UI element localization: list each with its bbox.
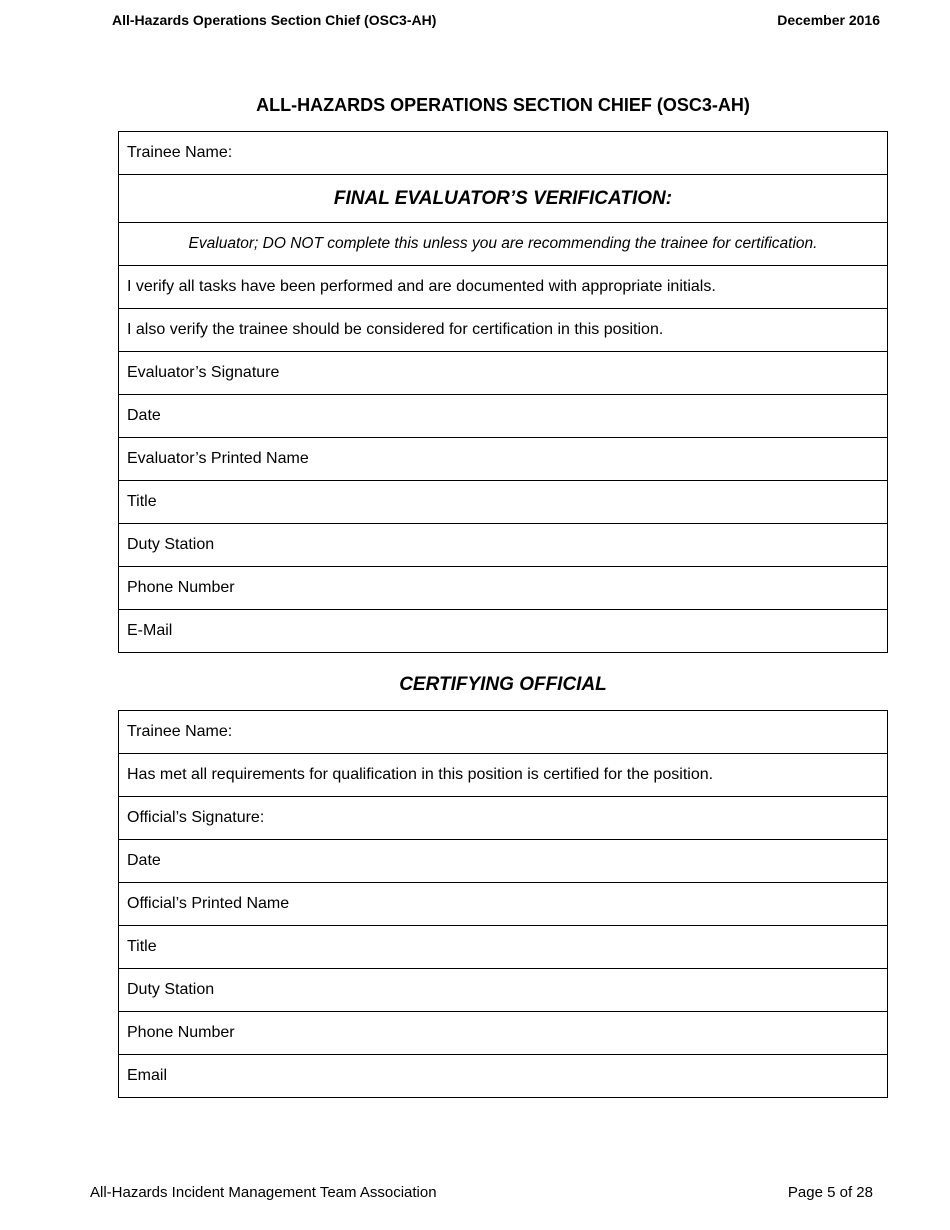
footer-page-number: Page 5 of 28 (787, 1184, 873, 1201)
certifying-official-table (118, 710, 888, 1098)
evaluator-date-field[interactable]: Date (119, 395, 888, 438)
qualification-statement: Has met all requirements for qualification in this position is certified for the position. (119, 754, 888, 797)
official-duty-station-field[interactable]: Duty Station (119, 969, 888, 1012)
official-date-field[interactable]: Date (119, 840, 888, 883)
evaluator-instruction: Evaluator; DO NOT complete this unless you are recommending the trainee for certification. (119, 223, 888, 266)
official-signature-field[interactable]: Official’s Signature: (119, 797, 888, 840)
evaluator-phone-field[interactable]: Phone Number (119, 567, 888, 610)
certifying-trainee-name-field[interactable]: Trainee Name: (119, 711, 888, 754)
verify-tasks-statement: I verify all tasks have been performed and are documented with appropriate initials. (119, 266, 888, 309)
verify-certification-statement: I also verify the trainee should be considered for certification in this position. (119, 309, 888, 352)
evaluator-title-field[interactable]: Title (119, 481, 888, 524)
evaluator-duty-station-field[interactable]: Duty Station (119, 524, 888, 567)
trainee-name-field[interactable]: Trainee Name: (119, 132, 888, 175)
evaluator-verification-table (118, 131, 888, 653)
evaluator-printed-name-field[interactable]: Evaluator’s Printed Name (119, 438, 888, 481)
official-title-field[interactable]: Title (119, 926, 888, 969)
certifying-official-heading: CERTIFYING OFFICIAL (399, 674, 607, 695)
final-evaluator-heading: FINAL EVALUATOR’S VERIFICATION: (119, 175, 888, 223)
evaluator-email-field[interactable]: E-Mail (119, 610, 888, 653)
official-email-field[interactable]: Email (119, 1055, 888, 1098)
document-title: ALL-HAZARDS OPERATIONS SECTION CHIEF (OSC3-AH) (256, 95, 750, 115)
official-phone-field[interactable]: Phone Number (119, 1012, 888, 1055)
footer-organization: All-Hazards Incident Management Team Association (90, 1184, 437, 1201)
page-header-title: All-Hazards Operations Section Chief (OSC3-AH) (112, 12, 437, 28)
page-header-date: December 2016 (777, 12, 880, 28)
official-printed-name-field[interactable]: Official’s Printed Name (119, 883, 888, 926)
evaluator-signature-field[interactable]: Evaluator’s Signature (119, 352, 888, 395)
